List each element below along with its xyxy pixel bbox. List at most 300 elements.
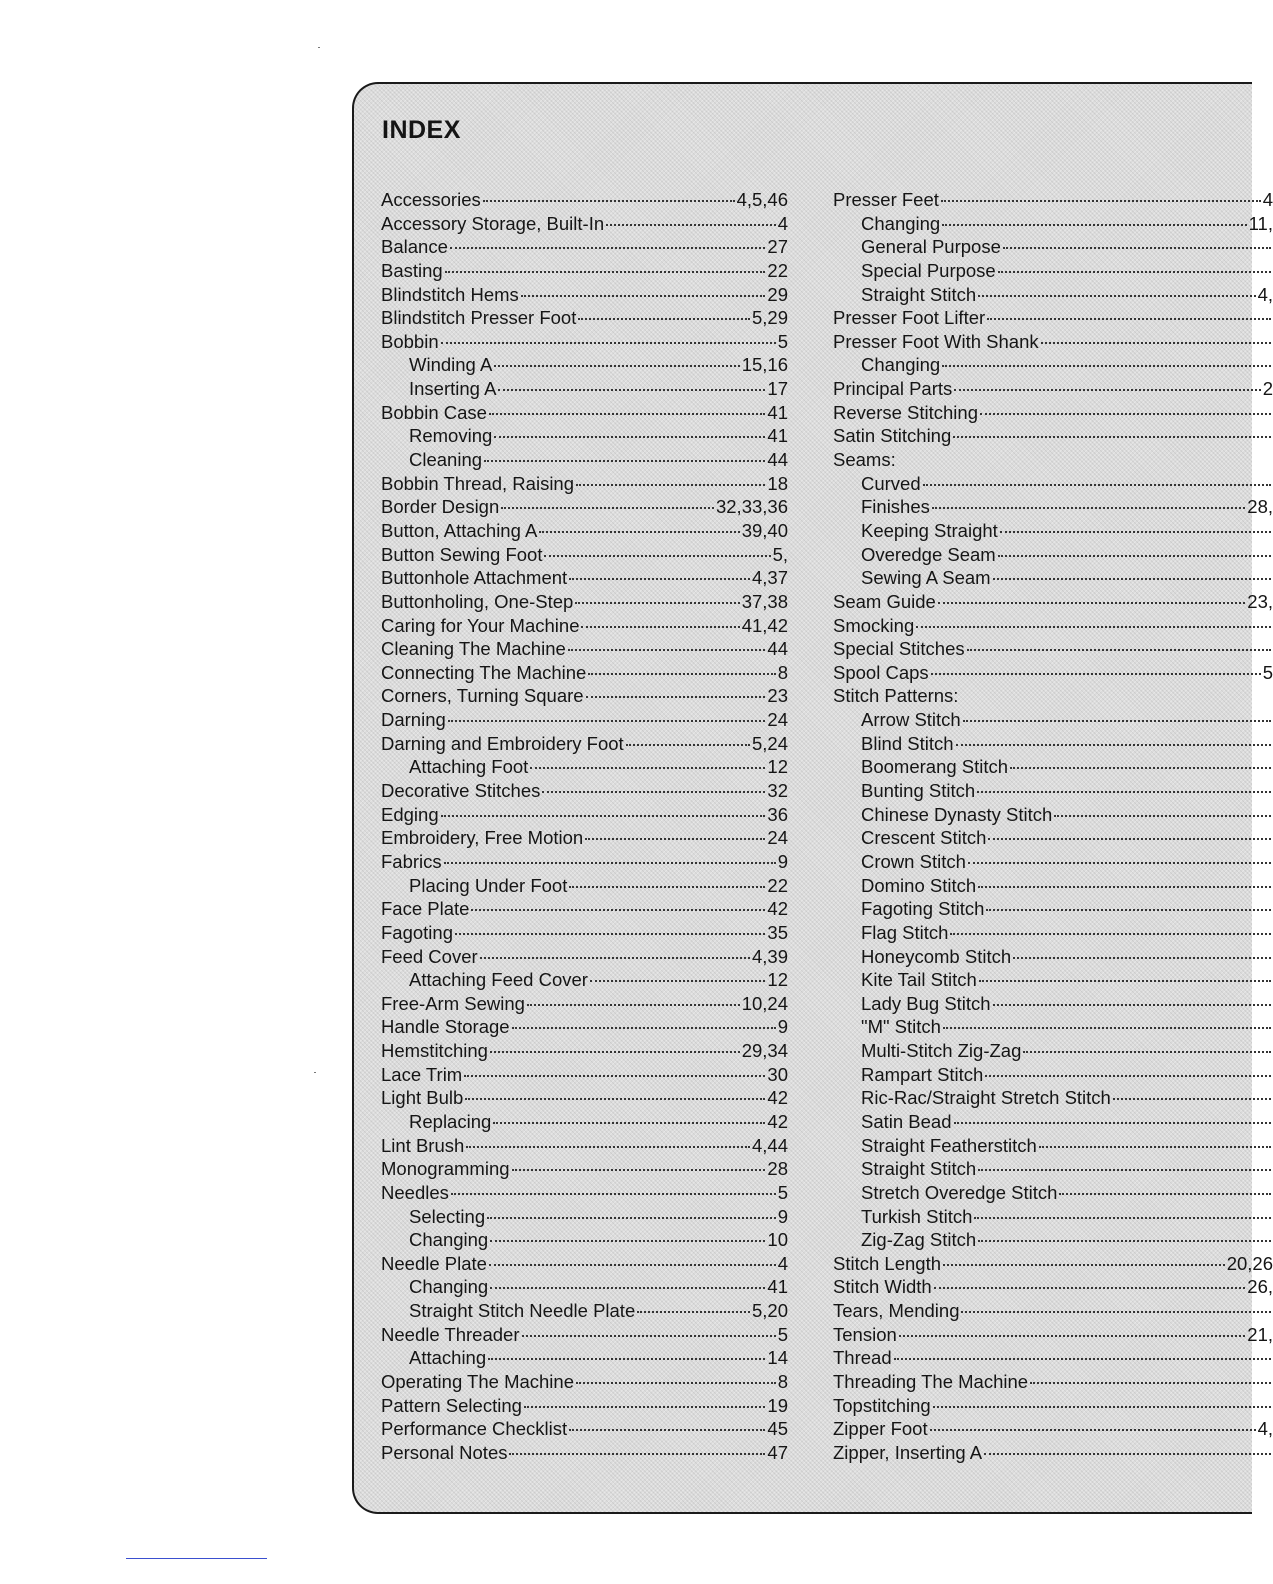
entry-term: Face Plate — [381, 898, 470, 920]
entry-term: Honeycomb Stitch — [861, 945, 1012, 967]
dot-leader — [934, 1287, 1246, 1289]
entry-term: Lace Trim — [381, 1063, 463, 1085]
index-subentry — [381, 448, 788, 472]
entry-term: Cleaning — [409, 449, 483, 471]
entry-pages: 30 — [767, 1063, 788, 1085]
entry-term: Straight Featherstitch — [861, 1134, 1037, 1156]
entry-term: Zipper, Inserting A — [833, 1441, 983, 1463]
dot-leader — [465, 1098, 765, 1100]
entry-term: Seam Guide — [833, 590, 936, 612]
entry-pages: 41,42 — [741, 614, 788, 636]
index-entry — [381, 188, 788, 212]
dot-leader — [585, 838, 765, 840]
index-entry — [833, 684, 1273, 708]
dot-leader — [490, 1051, 740, 1053]
dot-leader — [575, 602, 739, 604]
entry-term: Spool Caps — [833, 661, 929, 683]
index-subentry — [833, 495, 1273, 519]
index-subentry — [833, 921, 1273, 945]
scan-speck — [318, 47, 320, 48]
dot-leader — [1054, 815, 1271, 817]
entry-term: Fagoting Stitch — [861, 898, 985, 920]
dot-leader — [455, 933, 765, 935]
entry-term: Changing — [861, 212, 941, 234]
entry-term: Darning and Embroidery Foot — [381, 732, 624, 754]
entry-pages: 4 — [777, 1252, 788, 1274]
entry-term: Inserting A — [409, 378, 497, 400]
dot-leader — [988, 838, 1271, 840]
dot-leader — [932, 507, 1245, 509]
entry-term: Blindstitch Hems — [381, 283, 519, 305]
index-entry — [833, 614, 1273, 638]
entry-term: Personal Notes — [381, 1441, 508, 1463]
dot-leader — [544, 555, 770, 557]
index-subentry — [381, 968, 788, 992]
index-entry — [833, 306, 1273, 330]
index-entry — [381, 519, 788, 543]
entry-term: Crown Stitch — [861, 850, 966, 872]
entry-pages: 9 — [777, 1205, 788, 1227]
dot-leader — [930, 1429, 1256, 1431]
dot-leader — [522, 1335, 776, 1337]
entry-term: Rampart Stitch — [861, 1063, 984, 1085]
dot-leader — [985, 1075, 1271, 1077]
index-entry — [381, 1417, 788, 1441]
entry-pages: 9 — [777, 850, 788, 872]
entry-term: Lady Bug Stitch — [861, 992, 991, 1014]
dot-leader — [941, 200, 1261, 202]
dot-leader — [489, 1264, 776, 1266]
dot-leader — [606, 224, 776, 226]
entry-pages: 8 — [777, 661, 788, 683]
index-subentry — [381, 874, 788, 898]
entry-term: Stretch Overedge Stitch — [861, 1181, 1058, 1203]
entry-term: Changing — [861, 354, 941, 376]
index-entry — [381, 1323, 788, 1347]
index-entry — [381, 945, 788, 969]
dot-leader — [980, 413, 1271, 415]
dot-leader — [961, 1311, 1271, 1313]
entry-term: Stitch Patterns: — [833, 685, 959, 707]
entry-term: Presser Feet — [833, 189, 939, 210]
index-title: INDEX — [382, 116, 461, 144]
entry-pages: 5, — [772, 543, 788, 565]
index-entry — [833, 1417, 1273, 1441]
entry-term: Straight Stitch Needle Plate — [409, 1300, 636, 1322]
dot-leader — [899, 1335, 1246, 1337]
index-subentry — [833, 945, 1273, 969]
index-entry — [381, 850, 788, 874]
entry-term: Replacing — [409, 1110, 492, 1132]
dot-leader — [569, 886, 765, 888]
index-entry — [381, 708, 788, 732]
entry-term: Light Bulb — [381, 1087, 464, 1109]
dot-leader — [978, 295, 1255, 297]
entry-term: Handle Storage — [381, 1016, 510, 1038]
index-entry — [833, 448, 1273, 472]
dot-leader — [943, 1027, 1271, 1029]
dot-leader — [441, 815, 766, 817]
index-subentry — [833, 235, 1273, 259]
index-subentry — [833, 259, 1273, 283]
index-entry — [833, 1370, 1273, 1394]
entry-pages: 32 — [767, 780, 788, 802]
index-entry — [381, 921, 788, 945]
entry-term: Blind Stitch — [861, 732, 954, 754]
entry-term: Attaching Foot — [409, 756, 529, 778]
dot-leader — [933, 1406, 1271, 1408]
entry-pages: 44 — [767, 449, 788, 471]
index-subentry — [381, 424, 788, 448]
entry-pages: 4, — [1257, 1418, 1273, 1440]
entry-pages: 5 — [777, 330, 788, 352]
entry-pages: 45 — [767, 1418, 788, 1440]
dot-leader — [490, 1240, 765, 1242]
index-subentry — [833, 1110, 1273, 1134]
entry-term: Satin Bead — [861, 1110, 952, 1132]
index-subentry — [833, 755, 1273, 779]
entry-term: Embroidery, Free Motion — [381, 827, 584, 849]
entry-pages: 4 — [777, 212, 788, 234]
dot-leader — [588, 673, 775, 675]
dot-leader — [1010, 767, 1271, 769]
index-subentry — [833, 1205, 1273, 1229]
dot-leader — [954, 1122, 1271, 1124]
dot-leader — [978, 886, 1271, 888]
entry-term: Pattern Selecting — [381, 1394, 522, 1416]
entry-term: Cleaning The Machine — [381, 638, 566, 660]
dot-leader — [512, 1169, 766, 1171]
entry-term: Flag Stitch — [861, 921, 949, 943]
entry-term: Connecting The Machine — [381, 661, 587, 683]
dot-leader — [968, 862, 1271, 864]
index-entry — [381, 1394, 788, 1418]
dot-leader — [578, 318, 750, 320]
entry-pages: 4, — [1257, 283, 1273, 305]
entry-term: Decorative Stitches — [381, 780, 541, 802]
entry-term: Thread — [833, 1347, 892, 1369]
entry-term: Overedge Seam — [861, 543, 996, 565]
entry-pages: 4 — [1262, 189, 1273, 210]
index-subentry — [833, 968, 1273, 992]
index-entry — [381, 1134, 788, 1158]
entry-pages: 32,33,36 — [715, 496, 788, 518]
entry-pages: 39,40 — [741, 519, 788, 541]
dot-leader — [512, 1027, 776, 1029]
dot-leader — [576, 1382, 776, 1384]
dot-leader — [530, 767, 765, 769]
entry-pages: 5,24 — [751, 732, 788, 754]
entry-pages: 22 — [767, 259, 788, 281]
entry-term: Needle Plate — [381, 1252, 487, 1274]
index-entry — [381, 306, 788, 330]
entry-term: Multi-Stitch Zig-Zag — [861, 1040, 1022, 1062]
entry-pages: 2 — [1262, 378, 1273, 400]
index-entry — [381, 1157, 788, 1181]
dot-leader — [1039, 1146, 1271, 1148]
entry-pages: 4,39 — [751, 945, 788, 967]
entry-term: Feed Cover — [381, 945, 478, 967]
index-entry — [381, 495, 788, 519]
index-entry — [833, 1441, 1273, 1465]
entry-pages: 19 — [767, 1394, 788, 1416]
entry-pages: 42 — [767, 898, 788, 920]
dot-leader — [1003, 247, 1271, 249]
dot-leader — [987, 318, 1271, 320]
entry-pages: 5 — [777, 1323, 788, 1345]
dot-leader — [569, 578, 750, 580]
entry-pages: 4,5,46 — [736, 189, 788, 210]
entry-pages: 41 — [767, 1276, 788, 1298]
entry-term: Bobbin Thread, Raising — [381, 472, 575, 494]
entry-term: Stitch Width — [833, 1276, 932, 1298]
entry-pages: 36 — [767, 803, 788, 825]
dot-leader — [521, 295, 766, 297]
index-entry — [381, 826, 788, 850]
entry-term: "M" Stitch — [861, 1016, 941, 1038]
entry-term: Needle Threader — [381, 1323, 520, 1345]
dot-leader — [494, 436, 765, 438]
entry-term: General Purpose — [861, 236, 1001, 258]
dot-leader — [938, 602, 1245, 604]
dot-leader — [509, 1453, 765, 1455]
entry-term: Presser Foot With Shank — [833, 330, 1039, 352]
entry-term: Operating The Machine — [381, 1371, 574, 1393]
index-subentry — [833, 708, 1273, 732]
index-column-right — [833, 188, 1273, 1465]
index-entry — [833, 1394, 1273, 1418]
index-entry — [381, 1015, 788, 1039]
dot-leader — [626, 744, 750, 746]
index-panel — [352, 82, 1273, 1514]
dot-leader — [943, 1264, 1225, 1266]
entry-term: Edging — [381, 803, 439, 825]
entry-pages: 10 — [767, 1229, 788, 1251]
index-entry — [381, 1086, 788, 1110]
dot-leader — [490, 1287, 765, 1289]
entry-term: Straight Stitch — [861, 1158, 977, 1180]
entry-term: Darning — [381, 709, 446, 731]
entry-term: Special Stitches — [833, 638, 965, 660]
dot-leader — [527, 1004, 740, 1006]
entry-pages: 15,16 — [741, 354, 788, 376]
index-entry — [381, 803, 788, 827]
dot-leader — [894, 1358, 1271, 1360]
index-entry — [381, 330, 788, 354]
index-subentry — [833, 566, 1273, 590]
index-entry — [381, 543, 788, 567]
index-entry — [381, 684, 788, 708]
index-entry — [833, 1323, 1273, 1347]
index-entry — [381, 212, 788, 236]
dot-leader — [931, 673, 1261, 675]
index-subentry — [833, 732, 1273, 756]
dot-leader — [586, 696, 766, 698]
entry-term: Sewing A Seam — [861, 567, 991, 589]
index-entry — [381, 1370, 788, 1394]
entry-pages: 24 — [767, 827, 788, 849]
index-entry — [381, 235, 788, 259]
entry-term: Corners, Turning Square — [381, 685, 584, 707]
dot-leader — [978, 1169, 1271, 1171]
entry-pages: 44 — [767, 638, 788, 660]
index-entry — [381, 566, 788, 590]
entry-term: Crescent Stitch — [861, 827, 987, 849]
entry-term: Blindstitch Presser Foot — [381, 307, 577, 329]
entry-term: Bobbin — [381, 330, 439, 352]
index-subentry — [381, 1299, 788, 1323]
index-subentry — [833, 1134, 1273, 1158]
index-entry — [833, 661, 1273, 685]
dot-leader — [954, 389, 1260, 391]
entry-term: Zipper Foot — [833, 1418, 928, 1440]
entry-pages: 5,29 — [751, 307, 788, 329]
dot-leader — [963, 720, 1271, 722]
index-subentry — [381, 1275, 788, 1299]
dot-leader — [993, 578, 1271, 580]
dot-leader — [942, 365, 1271, 367]
entry-term: Special Purpose — [861, 259, 996, 281]
entry-term: Keeping Straight — [861, 519, 998, 541]
index-entry — [381, 661, 788, 685]
entry-pages: 12 — [767, 969, 788, 991]
index-subentry — [833, 543, 1273, 567]
index-entry — [381, 614, 788, 638]
entry-term: Topstitching — [833, 1394, 931, 1416]
index-subentry — [381, 377, 788, 401]
entry-pages: 10,24 — [741, 992, 788, 1014]
index-entry — [381, 1063, 788, 1087]
index-subentry — [833, 779, 1273, 803]
index-entry — [381, 283, 788, 307]
index-entry — [833, 590, 1273, 614]
entry-term: Attaching — [409, 1347, 487, 1369]
entry-term: Smocking — [833, 614, 915, 636]
index-entry — [381, 637, 788, 661]
entry-term: Changing — [409, 1276, 489, 1298]
entry-term: Bunting Stitch — [861, 780, 976, 802]
dot-leader — [923, 484, 1271, 486]
entry-term: Straight Stitch — [861, 283, 977, 305]
index-entry — [381, 590, 788, 614]
entry-pages: 17 — [767, 378, 788, 400]
dot-leader — [956, 744, 1271, 746]
entry-pages: 41 — [767, 425, 788, 447]
entry-term: Fabrics — [381, 850, 442, 872]
dot-leader — [1000, 531, 1271, 533]
dot-leader — [441, 342, 776, 344]
index-entry — [381, 472, 788, 496]
entry-term: Caring for Your Machine — [381, 614, 580, 636]
entry-term: Lint Brush — [381, 1134, 465, 1156]
dot-leader — [967, 649, 1271, 651]
index-entry — [381, 1252, 788, 1276]
entry-pages: 29 — [767, 283, 788, 305]
entry-term: Button Sewing Foot — [381, 543, 543, 565]
entry-term: Changing — [409, 1229, 489, 1251]
dot-leader — [942, 224, 1246, 226]
entry-pages: 4,44 — [751, 1134, 788, 1156]
index-entry — [833, 424, 1273, 448]
dot-leader — [501, 507, 714, 509]
entry-term: Fagoting — [381, 921, 453, 943]
entry-term: Presser Foot Lifter — [833, 307, 986, 329]
entry-pages: 23, — [1247, 590, 1273, 612]
index-entry — [381, 732, 788, 756]
entry-pages: 8 — [777, 1371, 788, 1393]
entry-pages: 5,20 — [751, 1300, 788, 1322]
index-entry — [381, 401, 788, 425]
entry-pages: 23 — [767, 685, 788, 707]
index-entry — [381, 992, 788, 1016]
dot-leader — [450, 247, 766, 249]
dot-leader — [576, 484, 765, 486]
entry-term: Accessories — [381, 189, 481, 210]
dot-leader — [569, 1429, 765, 1431]
entry-term: Accessory Storage, Built-In — [381, 212, 605, 234]
entry-term: Chinese Dynasty Stitch — [861, 803, 1053, 825]
entry-term: Bobbin Case — [381, 401, 487, 423]
entry-term: Arrow Stitch — [861, 709, 961, 731]
entry-term: Free-Arm Sewing — [381, 992, 525, 1014]
dot-leader — [1041, 342, 1271, 344]
entry-pages: 28 — [767, 1158, 788, 1180]
entry-pages: 41 — [767, 401, 788, 423]
dot-leader — [445, 271, 766, 273]
entry-term: Satin Stitching — [833, 425, 952, 447]
dot-leader — [471, 909, 765, 911]
entry-term: Placing Under Foot — [409, 874, 568, 896]
dot-leader — [916, 626, 1271, 628]
dot-leader — [1023, 1051, 1271, 1053]
entry-term: Seams: — [833, 449, 896, 471]
dot-leader — [1013, 957, 1271, 959]
entry-term: Selecting — [409, 1205, 486, 1227]
dot-leader — [953, 436, 1271, 438]
index-subentry — [833, 353, 1273, 377]
index-entry — [833, 401, 1273, 425]
index-subentry — [833, 472, 1273, 496]
entry-pages: 29,34 — [741, 1040, 788, 1062]
entry-pages: 9 — [777, 1016, 788, 1038]
index-subentry — [833, 212, 1273, 236]
dot-leader — [484, 460, 765, 462]
dot-leader — [487, 1217, 776, 1219]
entry-term: Removing — [409, 425, 493, 447]
dot-leader — [1030, 1382, 1271, 1384]
index-subentry — [833, 1063, 1273, 1087]
entry-pages: 5 — [1262, 661, 1273, 683]
index-entry — [833, 330, 1273, 354]
dot-leader — [480, 957, 750, 959]
entry-pages: 5 — [777, 1181, 788, 1203]
index-subentry — [381, 1110, 788, 1134]
dot-leader — [466, 1146, 750, 1148]
entry-term: Buttonhole Attachment — [381, 567, 568, 589]
index-subentry — [833, 1086, 1273, 1110]
entry-term: Boomerang Stitch — [861, 756, 1009, 778]
entry-pages: 18 — [767, 472, 788, 494]
index-subentry — [833, 850, 1273, 874]
entry-pages: 21, — [1247, 1323, 1273, 1345]
dot-leader — [483, 200, 735, 202]
index-subentry — [833, 283, 1273, 307]
index-subentry — [833, 1015, 1273, 1039]
index-entry — [833, 188, 1273, 212]
entry-term: Reverse Stitching — [833, 401, 978, 423]
entry-term: Ric-Rac/Straight Stretch Stitch — [861, 1087, 1111, 1109]
entry-term: Basting — [381, 259, 443, 281]
